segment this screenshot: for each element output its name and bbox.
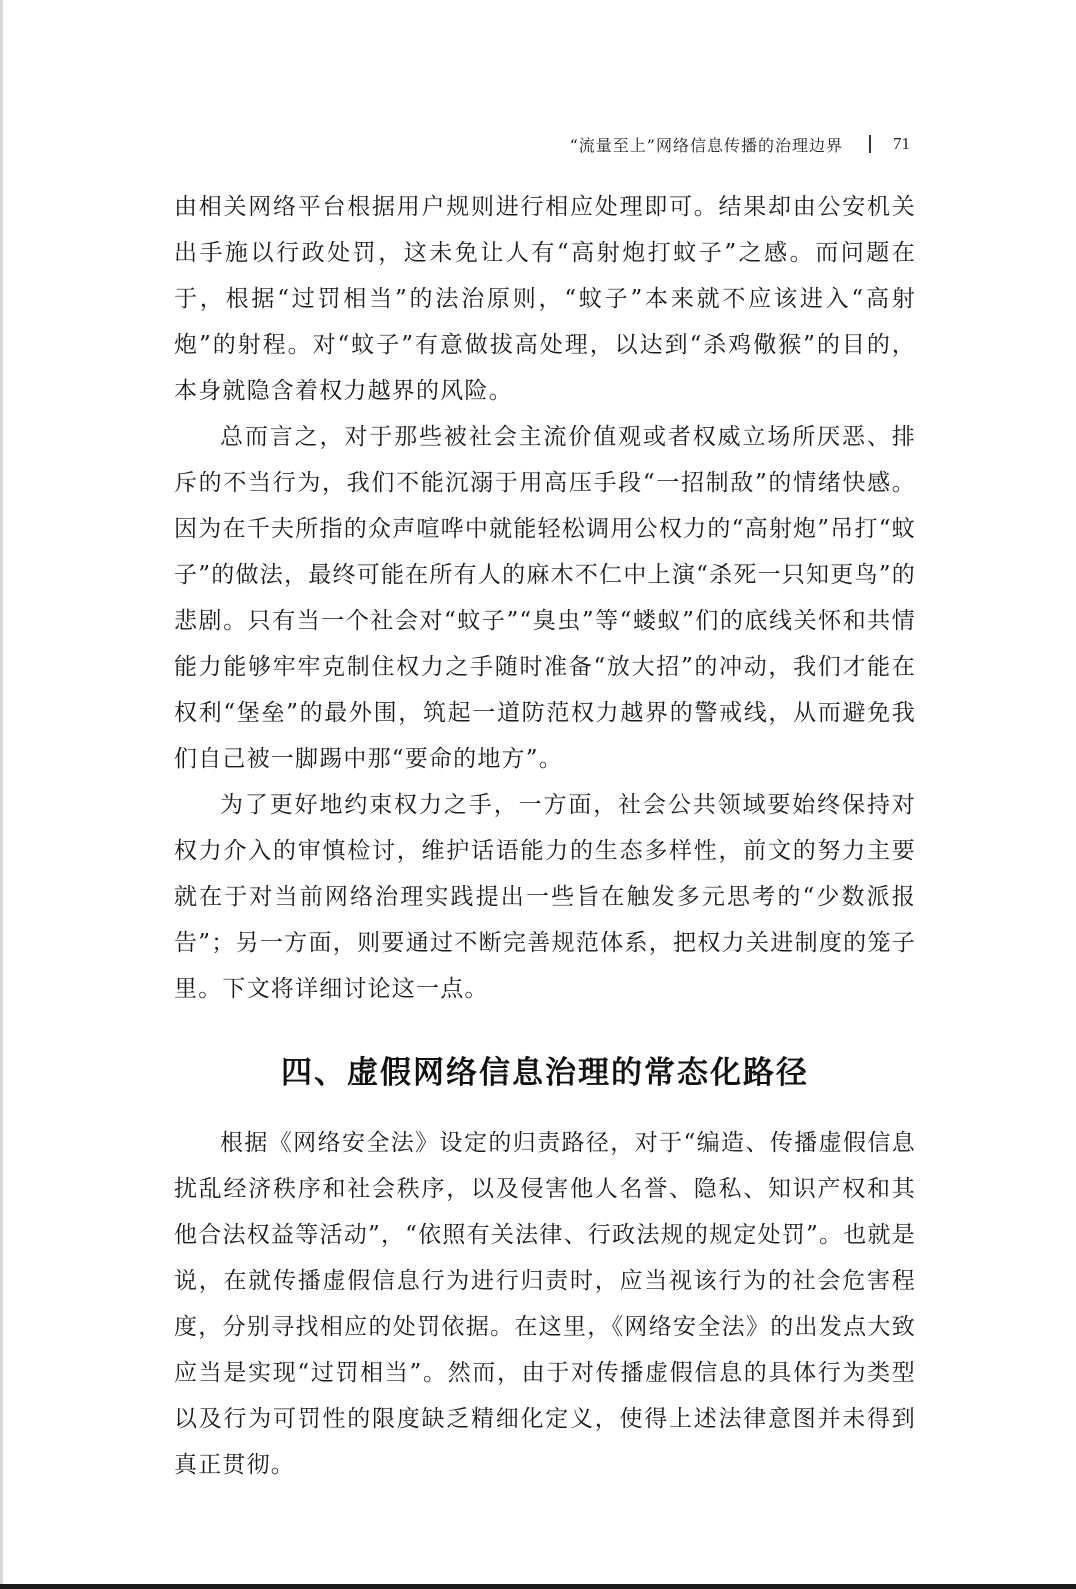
paragraph-cybersecurity-law: 根据《网络安全法》设定的归责路径，对于“编造、传播虚假信息扰乱经济秩序和社会秩序，以及侵害他人名誉、隐私、知识产权和其他合法权益等活动”，“依照有关法律、行政法规的规定处罚”。也就是说，在就传播虚假信息行为进行归责时，应当视该行为的社会危害程度，分别寻找相应的处罚依据。在这里，《网络安全法》的出发点大致应当是实现“过罚相当”。然而，由于对传播虚假信息的具体行为类型以及行为可罚性的限度缺乏精细化定义，使得上述法律意图并未得到真正贯彻。: [174, 1130, 916, 1478]
page-bottom-border: [0, 1584, 1076, 1589]
header-separator: [869, 135, 871, 153]
running-header: [570, 130, 910, 158]
paragraph-continued: 由相关网络平台根据用户规则进行相应处理即可。结果却由公安机关出手施以行政处罚，这未免让人有“高射炮打蚊子”之感。而问题在于，根据“过罚相当”的法治原则，“蚊子”本来就不应该进入“高射炮”的射程。对“蚊子”有意做拔高处理，以达到“杀鸡儆猴”的目的，本身就隐含着权力越界的风险。: [174, 194, 916, 404]
paragraph-summary: 总而言之，对于那些被社会主流价值观或者权威立场所厌恶、排斥的不当行为，我们不能沉溺于用高压手段“一招制敌”的情绪快感。因为在千夫所指的众声喧哗中就能轻松调用公权力的“高射炮”吊打“蚊子”的做法，最终可能在所有人的麻木不仁中上演“杀死一只知更鸟”的悲剧。只有当一个社会对“蚊子”“臭虫”等“蝼蚁”们的底线关怀和共情能力能够牢牢克制住权力之手随时准备“放大招”的冲动，我们才能在权利“堡垒”的最外围，筑起一道防范权力越界的警戒线，从而避免我们自己被一脚踢中那“要命的地方”。: [174, 424, 916, 772]
paragraph-transition: 为了更好地约束权力之手，一方面，社会公共领域要始终保持对权力介入的审慎检讨，维护话语能力的生态多样性，前文的努力主要就在于对当前网络治理实践提出一些旨在触发多元思考的“少数派报告”；另一方面，则要通过不断完善规范体系，把权力关进制度的笼子里。下文将详细讨论这一点。: [174, 792, 916, 1002]
section-heading: 四、虚假网络信息治理的常态化路径: [281, 1054, 809, 1091]
page-left-edge: [0, 0, 3, 1589]
body-text-bottom: [174, 1120, 916, 1488]
page-number: 71: [893, 134, 910, 153]
body-text-top: [174, 184, 916, 1012]
running-header-title: “流量至上”网络信息传播的治理边界: [569, 135, 843, 155]
